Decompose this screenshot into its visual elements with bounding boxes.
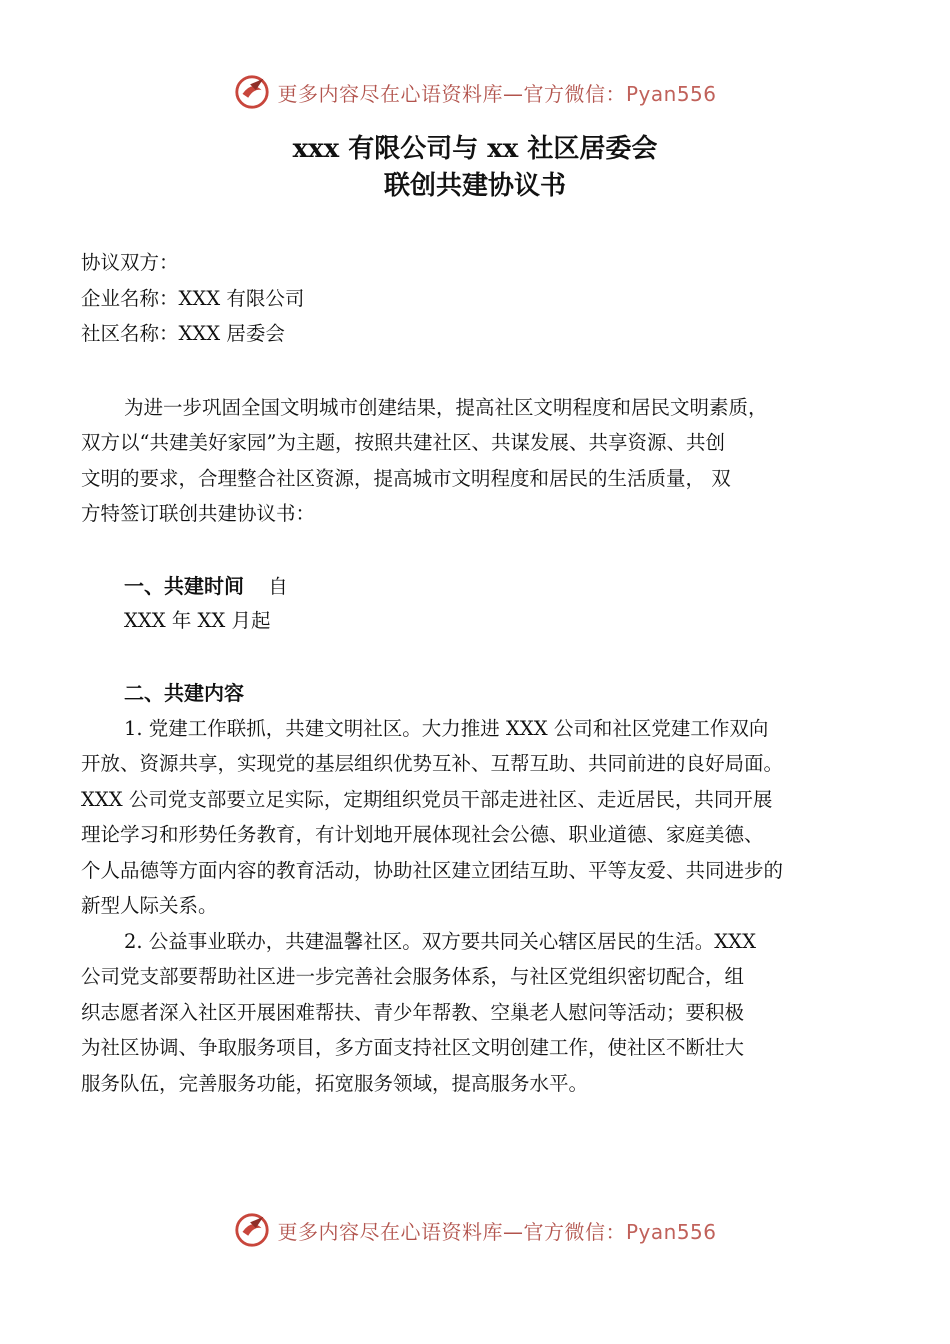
item-1-line: 开放、资源共享，实现党的基层组织优势互补、互帮互助、共同前进的良好局面。	[81, 752, 784, 775]
intro-line: 文明的要求，合理整合社区资源，提高城市文明程度和居民的生活质量， 双	[81, 467, 731, 490]
intro-line: 方特签订联创共建协议书：	[81, 502, 316, 525]
item-1-line: 理论学习和形势任务教育，有计划地开展体现社会公德、职业道德、家庭美德、	[81, 823, 764, 846]
header-banner	[0, 70, 950, 114]
item-2-line: 服务队伍，完善服务功能，拓宽服务领域，提高服务水平。	[81, 1072, 589, 1095]
footer-banner	[0, 1208, 950, 1252]
intro-line: 为进一步巩固全国文明城市创建结果，提高社区文明程度和居民文明素质，	[124, 396, 768, 419]
banner-caption: 更多内容尽在心语资料库—官方微信：	[277, 1219, 626, 1244]
intro-line: 双方以“共建美好家园”为主题，按照共建社区、共谋发展、共享资源、共创	[81, 431, 725, 454]
item-2-line: 为社区协调、争取服务项目，多方面支持社区文明创建工作，使社区不断壮大	[81, 1036, 745, 1059]
item-2-line: 织志愿者深入社区开展困难帮扶、青少年帮教、空巢老人慰问等活动；要积极	[81, 1001, 745, 1024]
banner-wechat-id: Pyan556	[625, 81, 717, 106]
parties-label: 协议双方：	[81, 251, 179, 274]
banner-text	[277, 78, 716, 107]
item-1-line: 个人品德等方面内容的教育活动，协助社区建立团结互助、平等友爱、共同进步的	[81, 859, 784, 882]
item-1-line: 新型人际关系。	[81, 894, 218, 917]
seal-logo-icon	[233, 1211, 271, 1249]
document-title-line-1: xxx 有限公司与 xx 社区居委会	[292, 134, 658, 164]
item-1-line: 1. 党建工作联抓，共建文明社区。大力推进 XXX 公司和社区党建工作双向	[124, 717, 769, 740]
banner-caption: 更多内容尽在心语资料库—官方微信：	[277, 81, 626, 106]
seal-logo-icon	[233, 73, 271, 111]
banner-text	[277, 1216, 716, 1245]
company-name: 企业名称：XXX 有限公司	[81, 287, 305, 310]
item-1-line: XXX 公司党支部要立足实际，定期组织党员干部走进社区、走近居民，共同开展	[81, 788, 773, 811]
section-1-heading: 一、共建时间	[124, 574, 244, 598]
section-1-text: XXX 年 XX 月起	[124, 609, 271, 632]
section-1-suffix: 自	[268, 575, 288, 598]
section-1-heading-row	[124, 571, 288, 602]
community-name: 社区名称：XXX 居委会	[81, 322, 285, 345]
item-2-line: 公司党支部要帮助社区进一步完善社会服务体系，与社区党组织密切配合，组	[81, 965, 745, 988]
item-2-line: 2. 公益事业联办，共建温馨社区。双方要共同关心辖区居民的生活。XXX	[124, 930, 756, 953]
section-2-heading: 二、共建内容	[124, 681, 244, 705]
banner-wechat-id: Pyan556	[625, 1219, 717, 1244]
document-title-line-2: 联创共建协议书	[383, 171, 566, 201]
